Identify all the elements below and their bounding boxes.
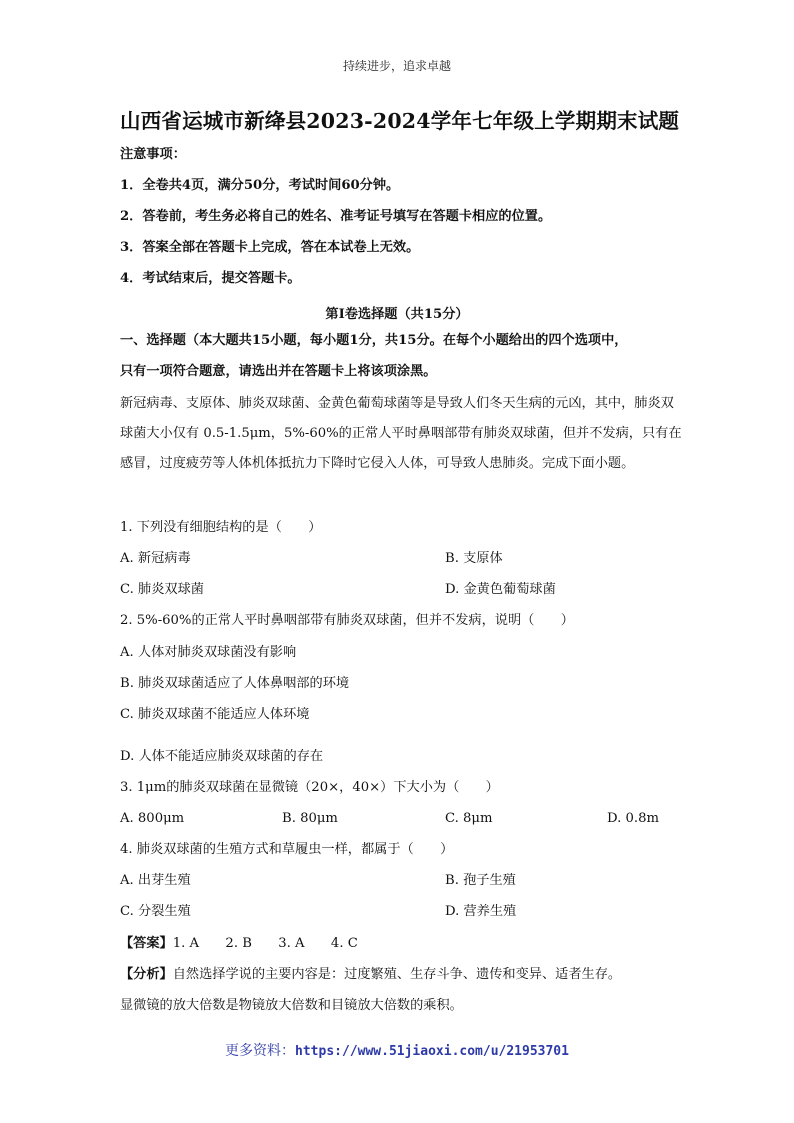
notice-item: 1．全卷共4页，满分50分，考试时间60分钟。 bbox=[120, 178, 400, 193]
option-a: A. 新冠病毒 bbox=[120, 551, 191, 566]
question-stem: 3. 1μm的肺炎双球菌在显微镜（20×，40×）下大小为（ ） bbox=[120, 780, 499, 795]
option-a: A. 人体对肺炎双球菌没有影响 bbox=[120, 645, 297, 660]
option-c: C. 肺炎双球菌不能适应人体环境 bbox=[120, 707, 310, 722]
option-b: B. 孢子生殖 bbox=[445, 873, 516, 888]
analysis-text: 显微镜的放大倍数是物镜放大倍数和目镜放大倍数的乘积。 bbox=[120, 998, 463, 1013]
option-d: D. 人体不能适应肺炎双球菌的存在 bbox=[120, 749, 324, 764]
question-stem: 1. 下列没有细胞结构的是（ ） bbox=[120, 520, 322, 535]
notice-item: 2．答卷前，考生务必将自己的姓名、准考证号填写在答题卡相应的位置。 bbox=[120, 209, 552, 224]
question-stem: 4. 肺炎双球菌的生殖方式和草履虫一样，都属于（ ） bbox=[120, 842, 454, 857]
option-c: C. 8μm bbox=[445, 811, 493, 826]
option-d: D. 0.8m bbox=[607, 811, 659, 826]
analysis-row bbox=[120, 968, 621, 981]
question-stem: 2. 5%-60%的正常人平时鼻咽部带有肺炎双球菌，但并不发病，说明（ ） bbox=[120, 613, 574, 628]
option-c: C. 分裂生殖 bbox=[120, 904, 191, 919]
option-d: D. 金黄色葡萄球菌 bbox=[445, 582, 556, 597]
reading-passage: 新冠病毒、支原体、肺炎双球菌、金黄色葡萄球菌等是导致人们冬天生病的元凶，其中，肺炎双球菌大小仅有 0.5-1.5μm，5%-60%的正常人平时鼻咽部带有肺炎双球菌，但并不发病，只有在感冒，过度疲劳等人体机体抵抗力下降时它侵入人体，可导致人患肺炎。完成下面小题。 bbox=[120, 396, 682, 471]
section-instruction: 只有一项符合题意，请选出并在答题卡上将该项涂黑。 bbox=[120, 364, 437, 379]
notice-heading: 注意事项： bbox=[120, 147, 186, 162]
footer-link[interactable] bbox=[0, 1040, 794, 1060]
footer-label: 更多资料： bbox=[225, 1043, 296, 1059]
answer-row bbox=[120, 937, 358, 950]
option-d: D. 营养生殖 bbox=[445, 904, 517, 919]
option-b: B. 支原体 bbox=[445, 551, 503, 566]
answer-label: 【答案】 bbox=[120, 936, 173, 951]
option-a: A. 出芽生殖 bbox=[120, 873, 191, 888]
option-a: A. 800μm bbox=[120, 811, 185, 826]
footer-url[interactable]: https://www.51jiaoxi.com/u/21953701 bbox=[295, 1044, 569, 1059]
option-b: B. 肺炎双球菌适应了人体鼻咽部的环境 bbox=[120, 676, 350, 691]
analysis-label: 【分析】 bbox=[120, 967, 173, 982]
analysis-text: 自然选择学说的主要内容是：过度繁殖、生存斗争、遗传和变异、适者生存。 bbox=[172, 967, 622, 982]
answer-text: 1. A 2. B 3. A 4. C bbox=[172, 936, 358, 951]
option-b: B. 80μm bbox=[282, 811, 338, 826]
option-c: C. 肺炎双球菌 bbox=[120, 582, 204, 597]
section-instruction: 一、选择题（本大题共15小题，每小题1分，共15分。在每个小题给出的四个选项中， bbox=[120, 333, 628, 348]
header-motto: 持续进步，追求卓越 bbox=[342, 59, 451, 73]
notice-item: 3．答案全部在答题卡上完成，答在本试卷上无效。 bbox=[120, 240, 420, 255]
page-title: 山西省运城市新绛县2023-2024学年七年级上学期期末试题 bbox=[120, 109, 680, 133]
notice-item: 4．考试结束后，提交答题卡。 bbox=[120, 271, 301, 286]
section-title: 第Ⅰ卷选择题（共15分） bbox=[325, 307, 469, 322]
